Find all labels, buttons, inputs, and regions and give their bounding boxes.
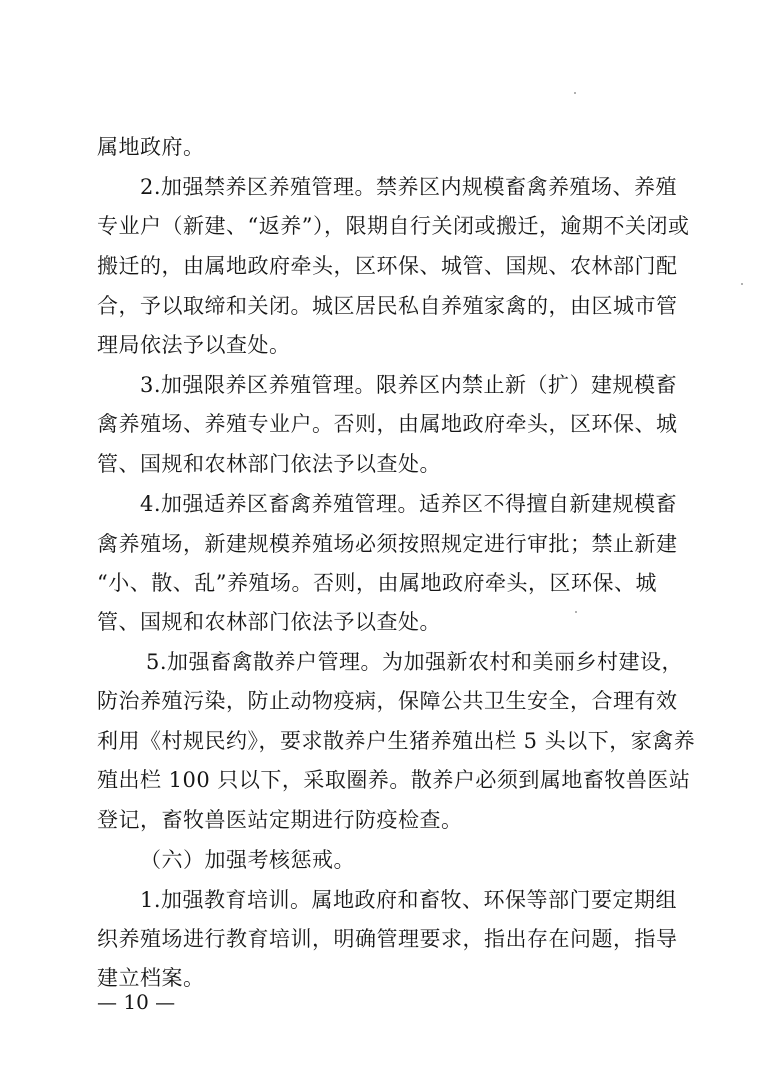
text-line-18: 登记，畜牧兽医站定期进行防疫检查。 [97,808,463,832]
text-line-6: 理局依法予以查处。 [97,333,291,357]
text-line-3: 专业户（新建、“返养”），限期自行关闭或搬迁，逾期不关闭或 [97,214,690,238]
text-line-11: 禽养殖场，新建规模养殖场必须按照规定进行审批；禁止新建 [97,532,678,556]
text-line-20: 1.加强教育培训。属地政府和畜牧、环保等部门要定期组 [140,888,678,912]
scan-speck [741,283,743,285]
text-line-21: 织养殖场进行教育培训，明确管理要求，指出存在问题，指导 [97,927,678,951]
text-line-12: “小、散、乱”养殖场。否则，由属地政府牵头，区环保、城 [97,571,657,595]
scan-speck [574,92,576,94]
page-number: — 10 — [97,990,176,1014]
text-line-13: 管、国规和农林部门依法予以查处。 [97,610,441,634]
text-line-7: 3.加强限养区养殖管理。限养区内禁止新（扩）建规模畜 [140,373,678,397]
text-line-15: 防治养殖污染，防止动物疫病，保障公共卫生安全，合理有效 [97,689,678,713]
section-heading: （六）加强考核惩戒。 [140,848,355,872]
text-line-5: 合，予以取缔和关闭。城区居民私自养殖家禽的，由区城市管 [97,294,678,318]
text-line-8: 禽养殖场、养殖专业户。否则，由属地政府牵头，区环保、城 [97,412,678,436]
text-line-10: 4.加强适养区畜禽养殖管理。适养区不得擅自新建规模畜 [140,492,678,516]
text-line-2: 2.加强禁养区养殖管理。禁养区内规模畜禽养殖场、养殖 [140,175,678,199]
text-line-17: 殖出栏 100 只以下，采取圈养。散养户必须到属地畜牧兽医站 [97,768,691,792]
text-line-4: 搬迁的，由属地政府牵头，区环保、城管、国规、农林部门配 [97,254,678,278]
text-line-16: 利用《村规民约》，要求散养户生猪养殖出栏 5 头以下，家禽养 [97,729,696,753]
scan-speck [575,611,577,613]
text-line-14: 5.加强畜禽散养户管理。为加强新农村和美丽乡村建设， [146,650,684,674]
text-line-1: 属地政府。 [97,135,205,159]
text-line-22: 建立档案。 [97,966,205,990]
text-line-9: 管、国规和农林部门依法予以查处。 [97,452,441,476]
